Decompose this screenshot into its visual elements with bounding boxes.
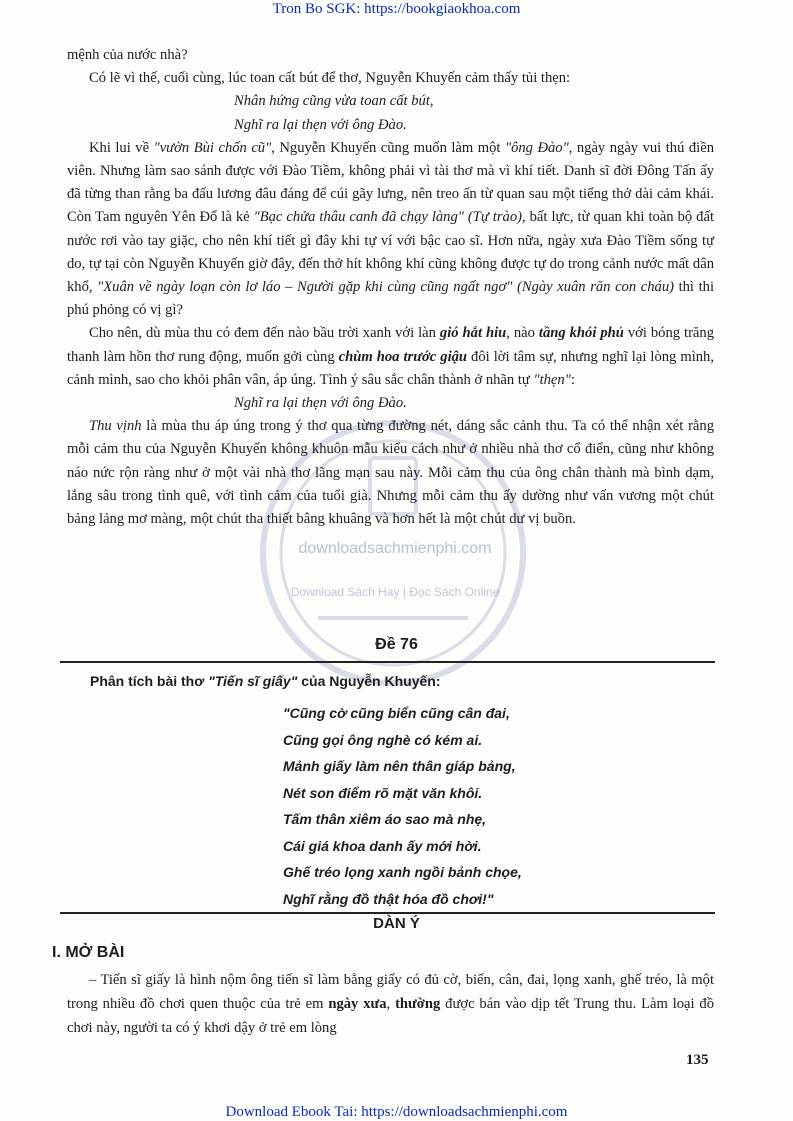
watermark-site: downloadsachmienphi.com (298, 540, 492, 557)
paragraph-4: Thu vịnh là mùa thu áp úng trong ý thơ qua từng đường nét, dáng sắc cảnh thu. Ta có thể nhận xét rằng mỗi cảm thu của Nguyễn Khuyến không khuôn mẫu kiểu cách như ở nhiều nhà thơ cổ điển, cũng như không náo nức rộn ràng như ở một vài nhà thơ lãng mạn sau này. Mỗi cảm thu của ông chân thành mà bình dạm, lắng sâu trong tình quê, với tình cảm của tuổi già. Nhưng mỗi cảm thu ấy dường như vấn vương một chút bảng lảng mơ màng, một chút tha thiết bâng khuâng và hơn hết là một chút dư vị buồn. (67, 418, 714, 528)
page-number: 135 (686, 1052, 709, 1068)
prompt-box (60, 661, 715, 914)
poem-line: Tấm thân xiêm áo sao mà nhẹ, (283, 811, 487, 827)
verse-line-3: Nghĩ ra lại thẹn với ông Đào. (234, 395, 407, 412)
prompt-text: Phân tích bài thơ "Tiến sĩ giấy" của Nguyễn Khuyến: (90, 673, 441, 689)
poem (283, 700, 522, 912)
header-source-link[interactable]: Tron Bo SGK: https://bookgiaokhoa.com (272, 1, 521, 17)
paragraph-0: mệnh của nước nhà? (67, 47, 188, 63)
poem-line: Nghĩ rằng đồ thật hóa đồ chơi!" (283, 890, 494, 907)
poem-line: Cái giá khoa danh ấy mới hời. (283, 837, 482, 854)
paragraph-2: Khi lui về "vườn Bùi chốn cũ", Nguyễn Khuyến cũng muốn làm một "ông Đào", ngày ngày vui thú điền viên. Nhưng làm sao sánh được với Đào Tiềm, không phải vì tài thơ mà vì khí tiết. Danh sĩ đời Đông Tấn ấy đã từng than rằng ba đấu lương đâu đáng để cúi gãy lưng, nên treo ấn từ quan sau một tiếng thở dài cảm khái. Còn Tam nguyên Yên Đổ là kẻ "Bạc chửa thâu canh đã chạy làng" (Tự trào), bất lực, từ quan khi toàn bộ đất nước rơi vào tay giặc, cho nên khí tiết gì đây khi tự ví với bậc cao sĩ. Hơn nữa, ngày xưa Đào Tiềm sống tự do, tự tại còn Nguyễn Khuyến giờ đây, đến thở hít không khí cũng không được tự do trong cảnh nước mất dân khổ, "Xuân về ngày loạn còn lơ láo – Người gặp khi cùng cũng ngất ngơ" (Ngày xuân răn con cháu) thì thi phú phỏng có vị gì? (67, 139, 715, 319)
paragraph-1: Có lẽ vì thế, cuối cùng, lúc toan cất bút để thơ, Nguyễn Khuyến cảm thấy tủi thẹn: (89, 70, 571, 87)
watermark-tagline: Download Sách Hay | Đọc Sách Online (290, 585, 500, 599)
poem-line: Nét son điểm rõ mặt văn khôi. (283, 784, 483, 801)
poem-line: "Cũng cờ cũng biển cũng cân đai, (283, 705, 510, 721)
verse-line-2: Nghĩ ra lại thẹn với ông Đào. (234, 116, 407, 133)
poem-line: Ghế tréo lọng xanh ngồi bảnh chọe, (283, 864, 522, 880)
body-text (67, 44, 714, 531)
intro-heading: I. MỞ BÀI (52, 944, 125, 961)
footer-download-link[interactable]: Download Ebook Tai: https://downloadsachmienphi.com (225, 1104, 568, 1120)
poem-line: Mảnh giấy làm nên thân giáp bảng, (283, 758, 516, 774)
section-title: Đề 76 (375, 636, 418, 653)
intro-paragraph: – Tiến sĩ giấy là hình nộm ông tiến sĩ làm bằng giấy có đủ cờ, biển, cân, đai, lọng xanh, ghế tréo, là một trong nhiều đồ chơi quen thuộc của trẻ em ngày xưa, thường được bán vào dịp tết Trung thu. Làm loại đồ chơi này, người ta có ý khơi dậy ở trẻ em lòng (67, 972, 715, 1036)
paragraph-3: Cho nên, dù mùa thu có đem đến nào bầu trời xanh với làn gió hắt hiu, nào tầng khói phủ với bóng trăng thanh làm hồn thơ rung động, muốn gởi cùng chùm hoa trước giậu đôi lời tâm sự, nhưng nghĩ lại lòng mình, cảnh mình, sao cho khỏi phân vân, áp úng. Tình ý sâu sắc chân thành ở nhãn tự "thẹn": (67, 325, 714, 388)
poem-line: Cũng gọi ông nghè có kém ai. (283, 731, 483, 748)
outline-title: DÀN Ý (373, 915, 420, 932)
verse-line-1: Nhân hứng cũng vừa toan cất bút, (234, 93, 434, 110)
